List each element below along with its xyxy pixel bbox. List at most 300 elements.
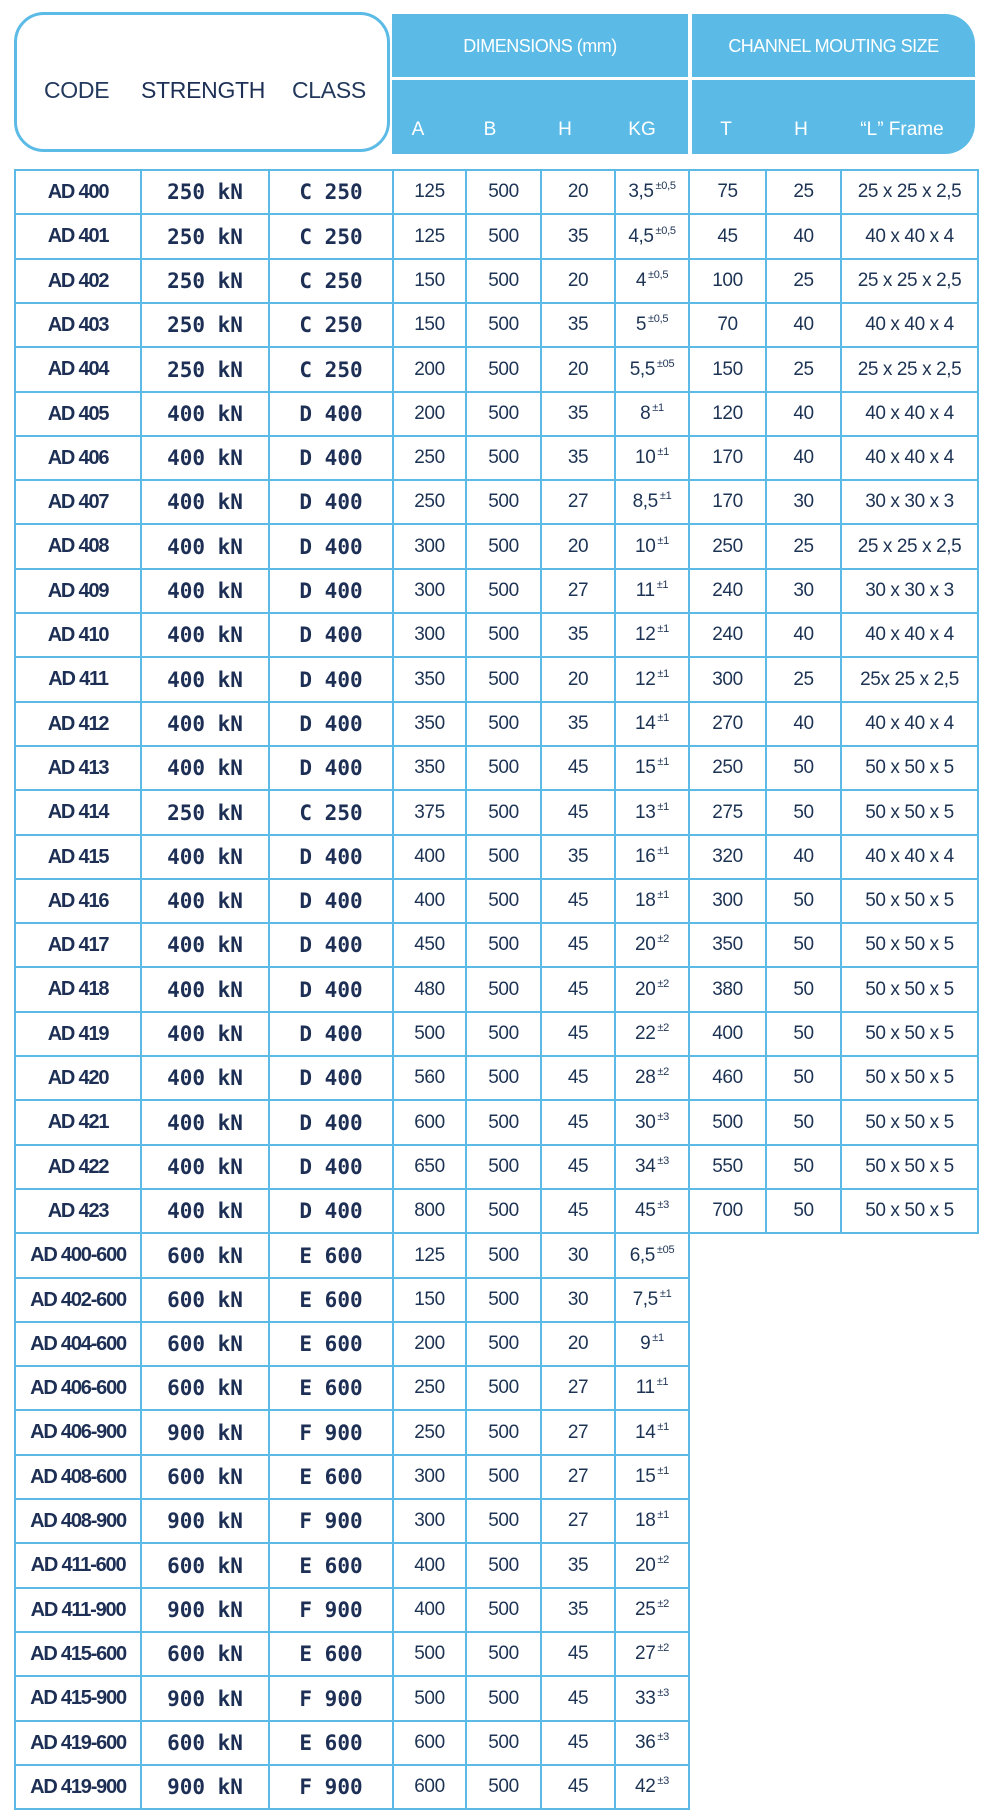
cell-code-value: AD 406 (47, 446, 109, 469)
header-class: CLASS (292, 77, 366, 103)
cell-code (14, 435, 142, 481)
cell-class (268, 1011, 394, 1057)
cell-b (465, 1542, 542, 1589)
cell-strength (140, 1631, 270, 1677)
cell-class (268, 391, 394, 437)
cell-class (268, 1675, 394, 1722)
cell-strength-value: 900 kN (167, 1509, 243, 1533)
cell-frame-value: 25 x 25 x 2,5 (857, 535, 962, 557)
cell-h-value: 35 (567, 314, 589, 335)
cell-code (14, 1675, 142, 1722)
cell-strength-value: 400 kN (167, 490, 243, 514)
cell-ch-value: 50 (793, 1156, 814, 1177)
cell-code-value: AD 421 (47, 1111, 109, 1133)
cell-class-value: F 900 (299, 1509, 363, 1533)
cell-kg (614, 1011, 690, 1057)
cell-code (14, 922, 142, 968)
cell-h (540, 1011, 616, 1057)
header-col-h: H (558, 119, 572, 140)
cell-code (14, 1144, 142, 1190)
cell-b-value: 500 (488, 314, 519, 335)
cell-strength (140, 391, 270, 437)
cell-strength (140, 1454, 270, 1500)
cell-strength (140, 1764, 270, 1810)
cell-a (392, 1454, 467, 1500)
cell-class (268, 1454, 394, 1500)
cell-strength (140, 302, 270, 348)
cell-kg (614, 391, 690, 437)
cell-t (688, 834, 767, 880)
cell-a (392, 435, 467, 481)
cell-b-value: 500 (488, 580, 519, 601)
cell-h (540, 169, 616, 215)
cell-strength (140, 1542, 270, 1589)
cell-code (14, 656, 142, 703)
cell-kg-value: 15 (635, 757, 656, 778)
cell-kg-tolerance: ±3 (657, 1775, 669, 1787)
cell-a (392, 656, 467, 703)
cell-strength-value: 400 kN (167, 402, 243, 426)
cell-b (465, 1365, 542, 1411)
cell-t-value: 550 (712, 1156, 743, 1177)
cell-ch-value: 25 (793, 535, 814, 557)
cell-a-value: 300 (414, 1510, 445, 1531)
cell-h (540, 834, 616, 880)
header-col-t: T (720, 119, 732, 140)
cell-a (392, 1232, 467, 1279)
cell-class-value: D 400 (299, 667, 363, 692)
cell-kg-tolerance: ±1 (652, 402, 664, 414)
cell-code-value: AD 408-600 (30, 1465, 126, 1488)
cell-ch-value: 40 (793, 713, 814, 734)
cell-frame (840, 479, 979, 525)
cell-h-value: 35 (567, 225, 589, 247)
cell-h-value: 27 (567, 1421, 589, 1443)
cell-kg (614, 656, 690, 703)
cell-code-value: AD 408 (47, 535, 109, 557)
cell-strength (140, 169, 270, 215)
cell-h-value: 35 (567, 1599, 589, 1620)
cell-code-value: AD 415 (47, 845, 109, 868)
cell-ch-value: 40 (793, 225, 814, 247)
cell-frame (840, 1099, 979, 1146)
cell-b-value: 500 (488, 225, 519, 247)
cell-class (268, 1498, 394, 1544)
cell-ch-value: 30 (793, 580, 814, 601)
cell-strength-value: 600 kN (167, 1731, 243, 1755)
cell-code (14, 1232, 142, 1279)
cell-kg (614, 1720, 690, 1766)
cell-kg-value: 4 (635, 270, 647, 291)
cell-a-value: 125 (414, 1244, 445, 1266)
cell-a (392, 213, 467, 260)
cell-t (688, 435, 767, 481)
cell-frame-value: 40 x 40 x 4 (865, 846, 954, 867)
cell-t-value: 150 (712, 358, 743, 380)
cell-kg-tolerance: ±3 (657, 1731, 669, 1743)
cell-kg-value: 5 (635, 314, 647, 335)
cell-class-value: C 250 (299, 180, 363, 204)
cell-a (392, 966, 467, 1013)
cell-strength-value: 600 kN (167, 1553, 243, 1578)
cell-frame-value: 40 x 40 x 4 (865, 447, 954, 468)
cell-b-value: 500 (488, 890, 519, 911)
cell-frame (840, 346, 979, 393)
cell-strength-value: 400 kN (167, 1199, 243, 1223)
cell-h (540, 1587, 616, 1633)
cell-b-value: 500 (488, 978, 519, 1000)
cell-h-value: 45 (567, 1023, 589, 1044)
header-col-frame: “L” Frame (860, 119, 944, 140)
cell-h (540, 1188, 616, 1234)
cell-frame-value: 25 x 25 x 2,5 (857, 358, 962, 380)
cell-strength (140, 745, 270, 791)
cell-kg (614, 1144, 690, 1190)
cell-b (465, 1454, 542, 1500)
cell-frame (840, 834, 979, 880)
cell-b-value: 500 (488, 668, 519, 690)
cell-t-value: 240 (712, 580, 743, 601)
cell-ch (765, 435, 842, 481)
cell-a-value: 250 (414, 1377, 445, 1398)
cell-h-value: 45 (567, 1643, 589, 1664)
cell-code-value: AD 414 (47, 801, 109, 823)
cell-ch-value: 40 (793, 403, 814, 424)
cell-a (392, 346, 467, 393)
cell-ch-value: 50 (793, 757, 814, 778)
cell-class (268, 612, 394, 658)
cell-class (268, 1631, 394, 1677)
cell-a (392, 1587, 467, 1633)
cell-code (14, 1365, 142, 1411)
cell-b-value: 500 (488, 757, 519, 778)
cell-t (688, 789, 767, 836)
cell-code (14, 1321, 142, 1367)
cell-h (540, 1409, 616, 1456)
cell-a-value: 400 (414, 846, 445, 867)
cell-strength-value: 400 kN (167, 845, 243, 869)
cell-t (688, 878, 767, 924)
cell-class (268, 1409, 394, 1456)
cell-h-value: 30 (567, 1244, 589, 1266)
cell-t-value: 700 (712, 1200, 743, 1221)
cell-b-value: 500 (488, 624, 519, 645)
cell-b-value: 500 (488, 1643, 519, 1664)
cell-code-value: AD 406-900 (30, 1421, 126, 1443)
cell-b-value: 500 (488, 1289, 519, 1310)
cell-h (540, 1099, 616, 1146)
cell-strength (140, 656, 270, 703)
cell-class (268, 479, 394, 525)
cell-strength-value: 600 kN (167, 1243, 243, 1268)
cell-code (14, 1188, 142, 1234)
cell-h (540, 701, 616, 747)
cell-frame (840, 701, 979, 747)
cell-kg-value: 20 (635, 934, 656, 955)
cell-a (392, 1542, 467, 1589)
cell-a (392, 1409, 467, 1456)
cell-kg-tolerance: ±05 (656, 1243, 675, 1256)
cell-t-value: 250 (712, 757, 743, 778)
cell-h (540, 435, 616, 481)
cell-kg (614, 568, 690, 614)
cell-kg-value: 22 (635, 1023, 656, 1044)
cell-kg (614, 922, 690, 968)
cell-h (540, 1631, 616, 1677)
cell-a (392, 568, 467, 614)
cell-b-value: 500 (488, 181, 519, 202)
cell-class (268, 789, 394, 836)
cell-code (14, 745, 142, 791)
cell-kg-value: 6,5 (629, 1244, 655, 1266)
cell-kg (614, 258, 690, 304)
cell-kg-value: 20 (635, 978, 656, 1000)
cell-b-value: 500 (488, 1377, 519, 1398)
cell-t-value: 320 (712, 846, 743, 867)
cell-h-value: 27 (567, 1510, 589, 1531)
cell-ch-value: 50 (793, 1023, 814, 1044)
cell-b (465, 479, 542, 525)
cell-t-value: 380 (712, 978, 743, 1000)
cell-h-value: 20 (567, 668, 589, 690)
cell-class-value: F 900 (299, 1598, 363, 1622)
cell-kg-value: 13 (635, 801, 656, 823)
cell-strength (140, 1055, 270, 1101)
cell-strength-value: 600 kN (167, 1376, 243, 1400)
cell-strength-value: 900 kN (167, 1598, 243, 1622)
cell-kg-tolerance: ±0,5 (655, 180, 676, 192)
cell-kg-tolerance: ±2 (657, 1598, 669, 1610)
cell-b (465, 1321, 542, 1367)
cell-class (268, 568, 394, 614)
cell-code-value: AD 400-600 (30, 1244, 126, 1266)
cell-t (688, 1099, 767, 1146)
cell-b-value: 500 (488, 403, 519, 424)
cell-t (688, 391, 767, 437)
cell-kg (614, 213, 690, 260)
cell-code (14, 1277, 142, 1323)
cell-class (268, 1365, 394, 1411)
cell-a-value: 250 (414, 491, 445, 512)
cell-a-value: 300 (414, 1466, 445, 1487)
cell-b (465, 213, 542, 260)
cell-b (465, 656, 542, 703)
cell-ch (765, 1011, 842, 1057)
cell-b (465, 258, 542, 304)
cell-h-value: 35 (567, 846, 589, 867)
cell-a-value: 600 (414, 1776, 445, 1797)
cell-class-value: E 600 (299, 1288, 363, 1312)
cell-code (14, 966, 142, 1013)
cell-code (14, 1631, 142, 1677)
cell-code (14, 1764, 142, 1810)
cell-ch (765, 479, 842, 525)
cell-kg-tolerance: ±1 (657, 800, 669, 813)
cell-b-value: 500 (488, 1244, 519, 1266)
cell-b (465, 745, 542, 791)
cell-frame-value: 50 x 50 x 5 (865, 1156, 954, 1177)
cell-a (392, 834, 467, 880)
cell-kg-value: 45 (635, 1200, 656, 1221)
cell-kg-tolerance: ±2 (657, 1066, 669, 1078)
cell-h-value: 35 (567, 713, 589, 734)
cell-strength (140, 612, 270, 658)
cell-h-value: 35 (567, 624, 589, 645)
cell-kg-tolerance: ±0,5 (648, 313, 669, 325)
cell-strength-value: 600 kN (167, 1288, 243, 1312)
cell-b (465, 523, 542, 570)
cell-strength (140, 568, 270, 614)
cell-code-value: AD 420 (47, 1066, 109, 1089)
cell-code-value: AD 410 (47, 623, 109, 646)
cell-code-value: AD 419-600 (30, 1731, 126, 1754)
cell-kg (614, 1099, 690, 1146)
cell-strength (140, 1587, 270, 1633)
cell-class (268, 302, 394, 348)
cell-frame-value: 50 x 50 x 5 (865, 1067, 954, 1088)
cell-strength-value: 250 kN (167, 313, 243, 337)
cell-code-value: AD 407 (47, 490, 109, 513)
cell-code-value: AD 406-600 (30, 1376, 126, 1399)
cell-b-value: 500 (488, 1554, 519, 1576)
cell-kg-value: 10 (635, 535, 656, 557)
cell-code-value: AD 422 (47, 1155, 109, 1178)
cell-strength-value: 250 kN (167, 224, 243, 249)
cell-a-value: 250 (414, 1421, 445, 1443)
cell-strength-value: 250 kN (167, 269, 243, 293)
cell-h-value: 45 (567, 1687, 589, 1709)
cell-strength (140, 258, 270, 304)
cell-h (540, 1764, 616, 1810)
cell-strength (140, 1277, 270, 1323)
cell-ch (765, 568, 842, 614)
cell-strength (140, 1720, 270, 1766)
cell-frame-value: 25 x 25 x 2,5 (857, 181, 962, 202)
cell-ch (765, 258, 842, 304)
cell-class-value: D 400 (299, 933, 363, 957)
cell-h (540, 302, 616, 348)
cell-ch (765, 1188, 842, 1234)
cell-ch (765, 922, 842, 968)
cell-h-value: 45 (567, 1111, 589, 1133)
cell-code (14, 834, 142, 880)
cell-kg-value: 30 (635, 1111, 656, 1133)
cell-class-value: D 400 (299, 845, 363, 869)
cell-class-value: C 250 (299, 357, 363, 382)
cell-frame-value: 50 x 50 x 5 (865, 1200, 954, 1221)
cell-strength-value: 400 kN (167, 579, 243, 603)
cell-class-value: D 400 (299, 1155, 363, 1179)
cell-strength (140, 1409, 270, 1456)
cell-class-value: D 400 (299, 579, 363, 603)
cell-code-value: AD 411-600 (30, 1554, 126, 1576)
cell-b-value: 500 (488, 491, 519, 512)
cell-frame (840, 169, 979, 215)
cell-b (465, 1587, 542, 1633)
cell-ch-value: 50 (793, 1067, 814, 1088)
cell-ch (765, 745, 842, 791)
cell-kg (614, 1454, 690, 1500)
cell-kg (614, 1764, 690, 1810)
cell-kg-value: 33 (635, 1687, 656, 1709)
cell-b-value: 500 (488, 358, 519, 380)
cell-strength (140, 1675, 270, 1722)
cell-kg-tolerance: ±2 (657, 1553, 669, 1566)
cell-kg-value: 18 (635, 1510, 656, 1531)
cell-t (688, 523, 767, 570)
cell-code (14, 479, 142, 525)
cell-kg-tolerance: ±1 (657, 756, 669, 768)
cell-h (540, 1365, 616, 1411)
cell-code-value: AD 402 (47, 269, 109, 292)
cell-a-value: 125 (414, 225, 445, 247)
cell-kg-value: 20 (635, 1554, 656, 1576)
cell-b (465, 1498, 542, 1544)
cell-code-value: AD 411-900 (30, 1598, 126, 1621)
cell-kg-tolerance: ±1 (659, 490, 672, 502)
cell-code (14, 1498, 142, 1544)
cell-b (465, 346, 542, 393)
cell-strength (140, 1232, 270, 1279)
cell-h (540, 878, 616, 924)
cell-ch-value: 40 (793, 846, 814, 867)
cell-t (688, 169, 767, 215)
cell-a (392, 258, 467, 304)
cell-a (392, 1144, 467, 1190)
cell-class-value: F 900 (299, 1420, 363, 1445)
cell-strength (140, 1365, 270, 1411)
cell-ch-value: 50 (793, 801, 814, 823)
cell-class (268, 1188, 394, 1234)
cell-strength-value: 900 kN (167, 1420, 243, 1445)
cell-t-value: 100 (712, 270, 743, 291)
cell-code (14, 523, 142, 570)
cell-t (688, 568, 767, 614)
cell-a-value: 150 (414, 1289, 445, 1310)
cell-t (688, 1188, 767, 1234)
cell-code-value: AD 411 (48, 668, 108, 690)
cell-t-value: 460 (712, 1067, 743, 1088)
cell-kg-value: 15 (635, 1466, 656, 1487)
cell-h-value: 45 (567, 1067, 589, 1088)
cell-t-value: 350 (712, 934, 743, 955)
cell-kg-tolerance: ±2 (657, 977, 669, 990)
header-col-kg: KG (628, 119, 656, 140)
cell-frame (840, 745, 979, 791)
cell-code-value: AD 403 (47, 313, 109, 336)
cell-h-value: 20 (567, 181, 589, 202)
cell-class-value: E 600 (299, 1731, 363, 1755)
cell-ch (765, 1144, 842, 1190)
cell-strength (140, 1011, 270, 1057)
cell-kg (614, 1232, 690, 1279)
cell-kg-tolerance: ±3 (657, 1110, 669, 1123)
cell-class (268, 1542, 394, 1589)
cell-strength-value: 250 kN (167, 357, 243, 382)
cell-frame-value: 40 x 40 x 4 (865, 225, 954, 247)
cell-b (465, 1277, 542, 1323)
cell-kg-tolerance: ±1 (656, 579, 669, 591)
cell-kg-tolerance: ±3 (657, 1155, 669, 1167)
cell-strength (140, 878, 270, 924)
cell-code (14, 1454, 142, 1500)
cell-h-value: 35 (567, 403, 589, 424)
cell-a-value: 375 (414, 801, 445, 823)
cell-a-value: 200 (414, 358, 445, 380)
cell-b-value: 500 (488, 1421, 519, 1443)
cell-code (14, 701, 142, 747)
cell-a (392, 1365, 467, 1411)
